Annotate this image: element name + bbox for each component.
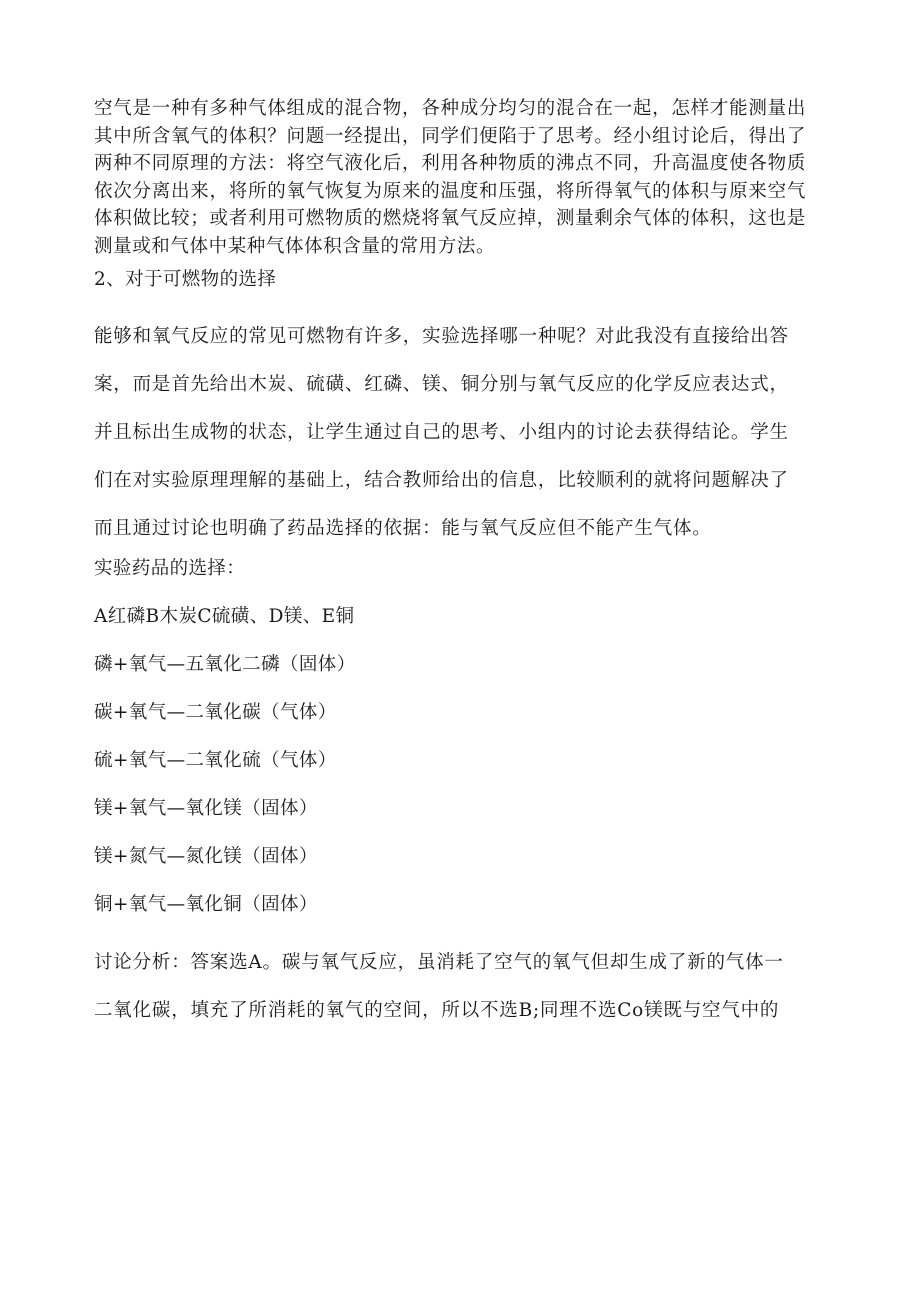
- intro-paragraph: 空气是一种有多种气体组成的混合物，各种成分均匀的混合在一起，怎样才能测量出其中所含氧气的体积？问题一经提出，同学们便陷于了思考。经小组讨论后，得出了两种不同原理的方法：将空气液化后，利用各种物质的沸点不同，升高温度使各物质依次分离出来，将所的氧气恢复为原来的温度和压强，将所得氧气的体积与原来空气体积做比较；或者利用可燃物质的燃烧将氧气反应掉，测量剩余气体的体积，这也是测量或和气体中某种气体体积含量的常用方法。: [94, 98, 806, 257]
- reaction-line: 碳+氧气—二氧化碳（气体）: [94, 702, 337, 723]
- reagent-options: A红磷B木炭C硫磺、D镁、E铜: [94, 606, 355, 627]
- reaction-line: 铜+氧气—氧化铜（固体）: [94, 894, 318, 915]
- section-heading: 2、对于可燃物的选择: [94, 269, 277, 290]
- combustible-selection-paragraph: [94, 313, 806, 553]
- paragraph-line: 能够和氧气反应的常见可燃物有许多，实验选择哪一种呢？对此我没有直接给出答: [94, 326, 789, 347]
- paragraph-line: 案，而是首先给出木炭、硫磺、红磷、镁、铜分别与氧气反应的化学反应表达式，: [94, 374, 789, 395]
- reaction-line: 硫+氧气—二氧化硫（气体）: [94, 750, 337, 771]
- paragraph-line: 而且通过讨论也明确了药品选择的依据：能与氧气反应但不能产生气体。: [94, 518, 712, 539]
- reagent-heading: 实验药品的选择：: [94, 558, 246, 579]
- paragraph-line: 并且标出生成物的状态，让学生通过自己的思考、小组内的讨论去获得结论。学生: [94, 422, 789, 443]
- reaction-line: 镁+氮气—氮化镁（固体）: [94, 846, 318, 867]
- paragraph-line: 讨论分析：答案选A。碳与氧气反应，虽消耗了空气的氧气但却生成了新的气体一: [94, 952, 784, 973]
- discussion-paragraph: [94, 939, 806, 1035]
- reaction-line: 镁+氧气—氧化镁（固体）: [94, 798, 318, 819]
- paragraph-line: 们在对实验原理理解的基础上，结合教师给出的信息，比较顺利的就将问题解决了: [94, 470, 789, 491]
- paragraph-line: 二氧化碳，填充了所消耗的氧气的空间，所以不选B;同理不选Co镁既与空气中的: [94, 1000, 780, 1021]
- reaction-line: 磷+氧气—五氧化二磷（固体）: [94, 654, 356, 675]
